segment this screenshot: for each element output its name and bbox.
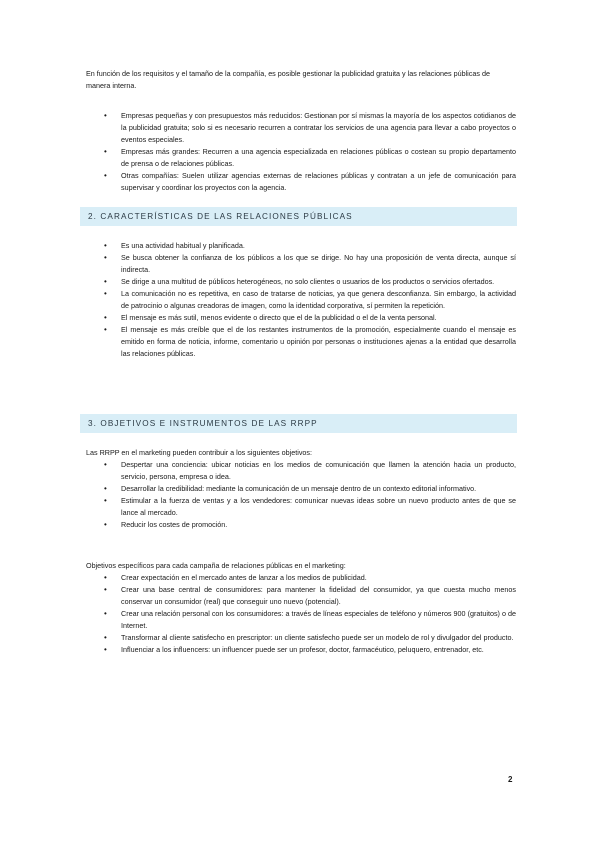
bullet-icon: • xyxy=(104,520,107,529)
section-3-lead-specific: Objetivos específicos para cada campaña de relaciones públicas en el marketing: xyxy=(86,561,346,570)
bullet-icon: • xyxy=(104,609,107,618)
list-item: • Influenciar a los influencers: un influencer puede ser un profesor, doctor, farmacéutico, peluquero, entrenador, etc. xyxy=(104,645,484,654)
list-item: • Crear una relación personal con los consumidores: a través de líneas especiales de teléfono y números 900 (gratuitos) o de Internet. xyxy=(104,609,516,630)
bullet-icon: • xyxy=(104,484,107,493)
bullet-icon: • xyxy=(104,325,107,334)
bullet-icon: • xyxy=(104,289,107,298)
list-item: • Empresas pequeñas y con presupuestos más reducidos: Gestionan por sí mismas la mayoría de los aspectos cotidianos de la publicidad gratuita; solo si es necesario recurren a contratar los servicios de una agencia para llevar a cabo proyectos o eventos especiales. xyxy=(104,111,516,144)
list-item: • Despertar una conciencia: ubicar noticias en los medios de comunicación que llamen la atención hacia un producto, servicio, persona, empresa o idea. xyxy=(104,460,516,481)
list-item: • Estimular a la fuerza de ventas y a los vendedores: comunicar nuevas ideas sobre un nuevo producto antes de que se lance al mercado. xyxy=(104,496,516,517)
list-item: • Empresas más grandes: Recurren a una agencia especializada en relaciones públicas o costean su propio departamento de prensa o de relaciones públicas. xyxy=(104,147,516,168)
intro-list xyxy=(86,110,516,194)
list-item: • La comunicación no es repetitiva, en caso de tratarse de noticias, ya que genera desconfianza. Sin embargo, la actividad de patrocinio o algunas creadoras de imagen, como la identidad corporativa, sí permiten la repetición. xyxy=(104,289,516,310)
bullet-icon: • xyxy=(104,313,107,322)
list-item: • Desarrollar la credibilidad: mediante la comunicación de un mensaje dentro de un contexto editorial informativo. xyxy=(104,484,477,493)
list-item: • El mensaje es más creíble que el de los restantes instrumentos de la promoción, especialmente cuando el mensaje es emitido en forma de noticia, informe, comentario u opinión por personas o instituciones ajenas a la entidad que desarrolla las relaciones públicas. xyxy=(104,325,516,358)
section-2-title: 2. CARACTERÍSTICAS DE LAS RELACIONES PÚBLICAS xyxy=(88,212,353,221)
section-2-list xyxy=(86,240,516,360)
section-3-title: 3. OBJETIVOS E INSTRUMENTOS DE LAS RRPP xyxy=(88,419,318,428)
list-item: • Se busca obtener la confianza de los públicos a los que se dirige. No hay una proposición de venta directa, aunque sí indirecta. xyxy=(104,253,516,274)
list-item: • Transformar al cliente satisfecho en prescriptor: un cliente satisfecho puede ser un modelo de rol y divulgador del producto. xyxy=(104,633,514,642)
bullet-icon: • xyxy=(104,573,107,582)
list-item: • Crear expectación en el mercado antes de lanzar a los medios de publicidad. xyxy=(104,573,367,582)
bullet-icon: • xyxy=(104,277,107,286)
bullet-icon: • xyxy=(104,585,107,594)
bullet-icon: • xyxy=(104,147,107,156)
list-item: • Otras compañías: Suelen utilizar agencias externas de relaciones públicas y contratan a un jefe de comunicación para supervisar y coordinar los proyectos con la agencia. xyxy=(104,171,516,192)
bullet-icon: • xyxy=(104,171,107,180)
bullet-icon: • xyxy=(104,496,107,505)
section-3-specific-list xyxy=(86,572,516,656)
intro-paragraph: En función de los requisitos y el tamaño de la compañía, es posible gestionar la publicidad gratuita y las relaciones públicas de manera interna. xyxy=(86,69,490,90)
bullet-icon: • xyxy=(104,253,107,262)
list-item: • Es una actividad habitual y planificada. xyxy=(104,241,245,250)
bullet-icon: • xyxy=(104,633,107,642)
bullet-icon: • xyxy=(104,241,107,250)
bullet-icon: • xyxy=(104,111,107,120)
section-3-heading-band xyxy=(80,414,517,433)
bullet-icon: • xyxy=(104,460,107,469)
list-item: • Se dirige a una multitud de públicos heterogéneos, no solo clientes o usuarios de los productos o servicios ofertados. xyxy=(104,277,495,286)
section-2-heading-band xyxy=(80,207,517,226)
section-3-objectives-list xyxy=(86,459,516,531)
list-item: • El mensaje es más sutil, menos evidente o directo que el de la publicidad o el de la venta personal. xyxy=(104,313,437,322)
section-3-lead: Las RRPP en el marketing pueden contribuir a los siguientes objetivos: xyxy=(86,448,313,457)
list-item: • Reducir los costes de promoción. xyxy=(104,520,228,529)
page-number: 2 xyxy=(508,775,513,784)
bullet-icon: • xyxy=(104,645,107,654)
list-item: • Crear una base central de consumidores: para mantener la fidelidad del consumidor, ya que cuesta mucho menos conservar un consumidor (real) que conseguir uno nuevo (potencial). xyxy=(104,585,516,606)
